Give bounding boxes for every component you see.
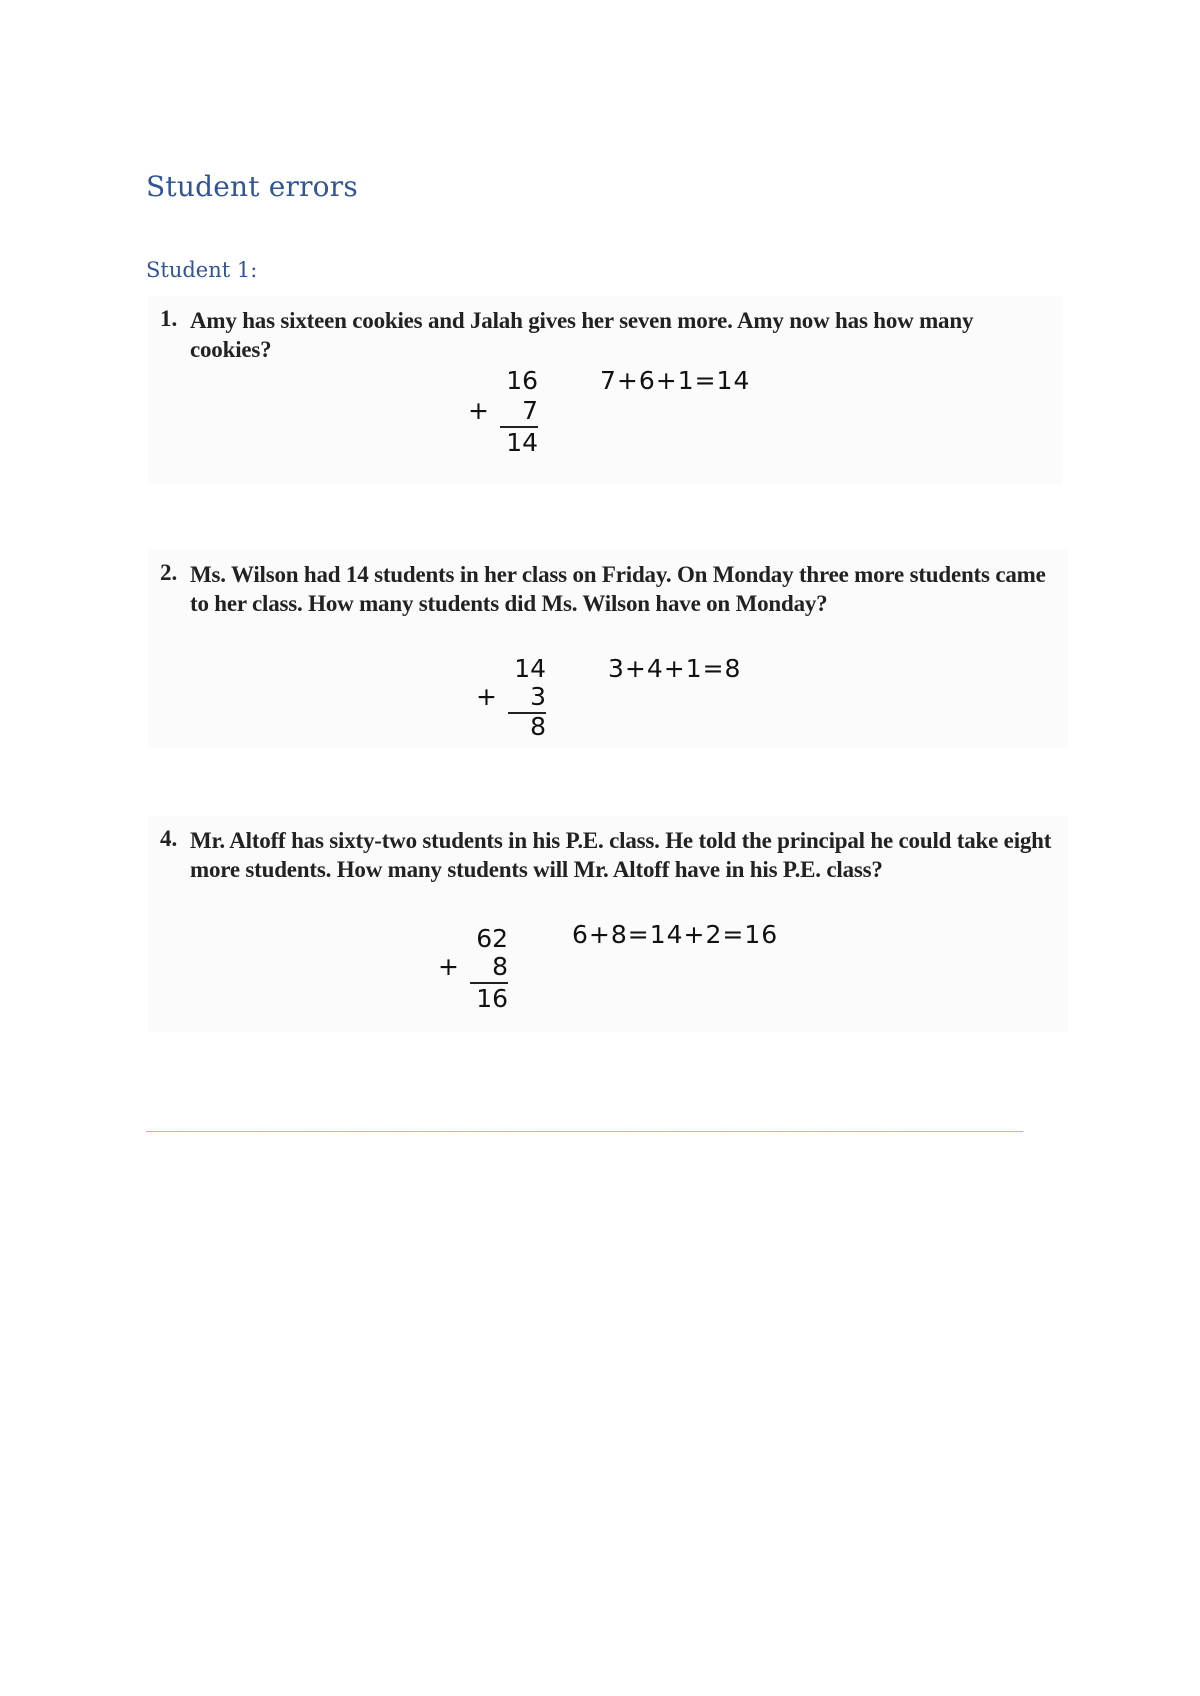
plus-sign: + [476, 682, 497, 711]
problem-4 [148, 816, 1068, 1032]
student-heading: Student 1: [146, 258, 258, 282]
problem-text: Mr. Altoff has sixty-two students in his P.E. class. He told the principal he could take eight more students. How many students will Mr. Altoff have in his P.E. class? [190, 828, 1052, 882]
addend: 7 [522, 396, 538, 425]
student-equation: 3+4+1=8 [608, 654, 742, 683]
top-number: 14 [514, 654, 546, 683]
result: 14 [506, 428, 538, 457]
section-divider: ________________________________________________________________________________________________________________ [146, 1116, 1023, 1132]
top-number: 16 [506, 366, 538, 395]
problem-number: 4. [160, 826, 178, 851]
problem-2 [148, 550, 1068, 748]
addend: 3 [530, 682, 546, 711]
vertical-addition [468, 366, 538, 466]
problem-text: Ms. Wilson had 14 students in her class on Friday. On Monday three more students came to her class. How many students did Ms. Wilson have on Monday? [190, 562, 1046, 616]
student-equation: 7+6+1=14 [600, 366, 751, 395]
problem-1 [148, 296, 1062, 484]
addend: 8 [492, 952, 508, 981]
page-title: Student errors [146, 170, 358, 203]
student-equation: 6+8=14+2=16 [572, 920, 779, 949]
plus-sign: + [438, 952, 459, 981]
top-number: 62 [476, 924, 508, 953]
result: 8 [530, 712, 546, 741]
result: 16 [476, 984, 508, 1013]
vertical-addition [438, 924, 508, 1024]
vertical-addition [476, 654, 546, 744]
problem-number: 2. [160, 560, 178, 585]
plus-sign: + [468, 396, 489, 425]
problem-number: 1. [160, 306, 178, 331]
problem-text: Amy has sixteen cookies and Jalah gives her seven more. Amy now has how many cookies? [190, 308, 974, 362]
